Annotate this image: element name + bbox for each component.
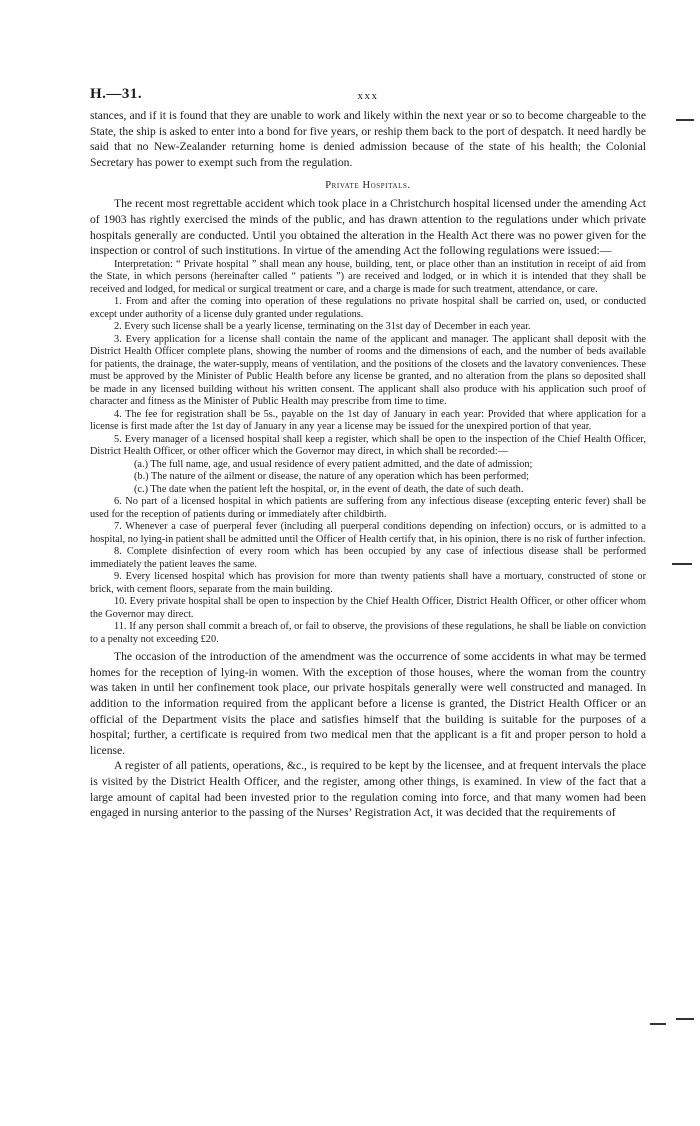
- closing-paragraph-2: A register of all patients, operations, &c., is required to be kept by the licensee, and at frequent intervals the place is visited by the District Health Officer, and the register, among other things, is examined. In view of the fact that a large amount of capital had been invested prior to the regulation coming into force, and that many women had been engaged in nursing anterior to the passing of the Nurses’ Registration Act, it was decided that the requirements of: [90, 759, 646, 820]
- section-heading: Private Hospitals.: [325, 180, 411, 192]
- regulation-interpretation: Interpretation: “ Private hospital ” shall mean any house, building, tent, or place other than an institution in receipt of aid from the State, in which persons (hereinafter called “ patients ”) are received and lodged, or in which it is intended that they shall be received and lodged, for medical or surgical treatment or care, and a charge is made for such treatment, attendance, or care.: [90, 258, 646, 295]
- regulation-4: 4. The fee for registration shall be 5s., payable on the 1st day of January in each year: Provided that where application for a license is first made after the 1st day of January in any year a license may be issued for the unexpired portion of that year.: [90, 408, 646, 433]
- regulation-1: 1. From and after the coming into operation of these regulations no private hospital shall be carried on, used, or conducted except under authority of a license duly granted under regulations.: [90, 296, 646, 320]
- regulation-8: 8. Complete disinfection of every room which has been occupied by any case of infectious disease shall be performed immediately the patient leaves the same.: [90, 546, 646, 570]
- margin-dash-mark: [672, 563, 692, 565]
- regulation-9: 9. Every licensed hospital which has provision for more than twenty patients shall have a mortuary, constructed of stone or brick, with cement floors, separate from the main building.: [90, 571, 646, 595]
- section-intro-paragraph: The recent most regrettable accident which took place in a Christchurch hospital licensed under the amending Act of 1903 has rightly exercised the minds of the public, and has drawn attention to the regulations under which private hospitals generally are conducted. Until you obtained the alteration in the Health Act there was no power given for the inspection or control of such institutions. In virtue of the amending Act the following regulations were issued:—: [90, 197, 646, 258]
- regulation-5-a: (a.) The full name, age, and usual residence of every patient admitted, and the date of admission;: [134, 458, 533, 470]
- regulation-5: 5. Every manager of a licensed hospital shall keep a register, which shall be open to the inspection of the Chief Health Officer, District Health Officer, or other officer which the Governor may direct, in which shall be recorded:—: [90, 433, 646, 458]
- regulation-6: 6. No part of a licensed hospital in which patients are suffering from any infectious disease (excepting enteric fever) shall be used for the reception of patients during or immediately after childbirth.: [90, 496, 646, 520]
- regulation-11: 11. If any person shall commit a breach of, or fail to observe, the provisions of these regulations, he shall be liable on conviction to a penalty not exceeding £20.: [90, 621, 646, 645]
- intro-paragraph: stances, and if it is found that they are unable to work and likely within the next year or so to become chargeable to the State, the ship is asked to enter into a bond for five years, or reship them back to the port of despatch. It need hardly be said that no New-Zealander returning home is denied admission because of the state of his health; the Colonial Secretary has power to exempt such from the regulation.: [90, 109, 646, 169]
- page-header: [90, 86, 646, 108]
- margin-dash-mark: [650, 1023, 666, 1025]
- regulation-2: 2. Every such license shall be a yearly license, terminating on the 31st day of December in each year.: [114, 321, 531, 333]
- margin-dash-mark: [676, 119, 694, 121]
- regulation-7: 7. Whenever a case of puerperal fever (including all puerperal conditions depending on infection) occurs, or is admitted to a hospital, no lying-in patient shall be admitted until the Officer of Health certify that, in his opinion, there is no risk of further infection.: [90, 521, 646, 545]
- regulation-5-c: (c.) The date when the patient left the hospital, or, in the event of death, the date of such death.: [134, 483, 524, 495]
- document-page: [90, 86, 646, 821]
- regulation-3: 3. Every application for a license shall contain the name of the applicant and manager. The applicant shall deposit with the District Health Officer complete plans, showing the number of rooms and the dimensions of each, and the number of beds available for patients, the drainage, the water-supply, means of ventilation, and the positions of the closets and the lavatory conveniences. These must be approved by the Minister of Public Health before any license be granted, and no alteration from the plans so deposited shall be made in any licensed building without his written consent. The applicant shall also produce with his application such proof of character and fitness as the Minister of Public Health may prescribe from time to time.: [90, 333, 646, 408]
- paper-code: H.—31.: [90, 86, 143, 102]
- margin-dash-mark: [676, 1018, 694, 1020]
- page-number: xxx: [357, 90, 379, 102]
- regulation-10: 10. Every private hospital shall be open to inspection by the Chief Health Officer, District Health Officer, or other officer whom the Governor may direct.: [90, 596, 646, 620]
- regulation-5-b: (b.) The nature of the ailment or disease, the nature of any operation which has been performed;: [134, 471, 529, 483]
- closing-paragraph-1: The occasion of the introduction of the amendment was the occurrence of some accidents in what may be termed homes for the reception of lying-in women. With the exception of those houses, where the woman from the country was taken in until her confinement took place, our private hospitals generally were well constructed and managed. In addition to the information required from the applicant before a license is granted, the District Health Officer or an official of the Department visits the place and satisfies himself that the building is suitable for the purposes of a hospital; further, a certificate is required from two medical men that the applicant is a fit and proper person to hold a license.: [90, 650, 646, 757]
